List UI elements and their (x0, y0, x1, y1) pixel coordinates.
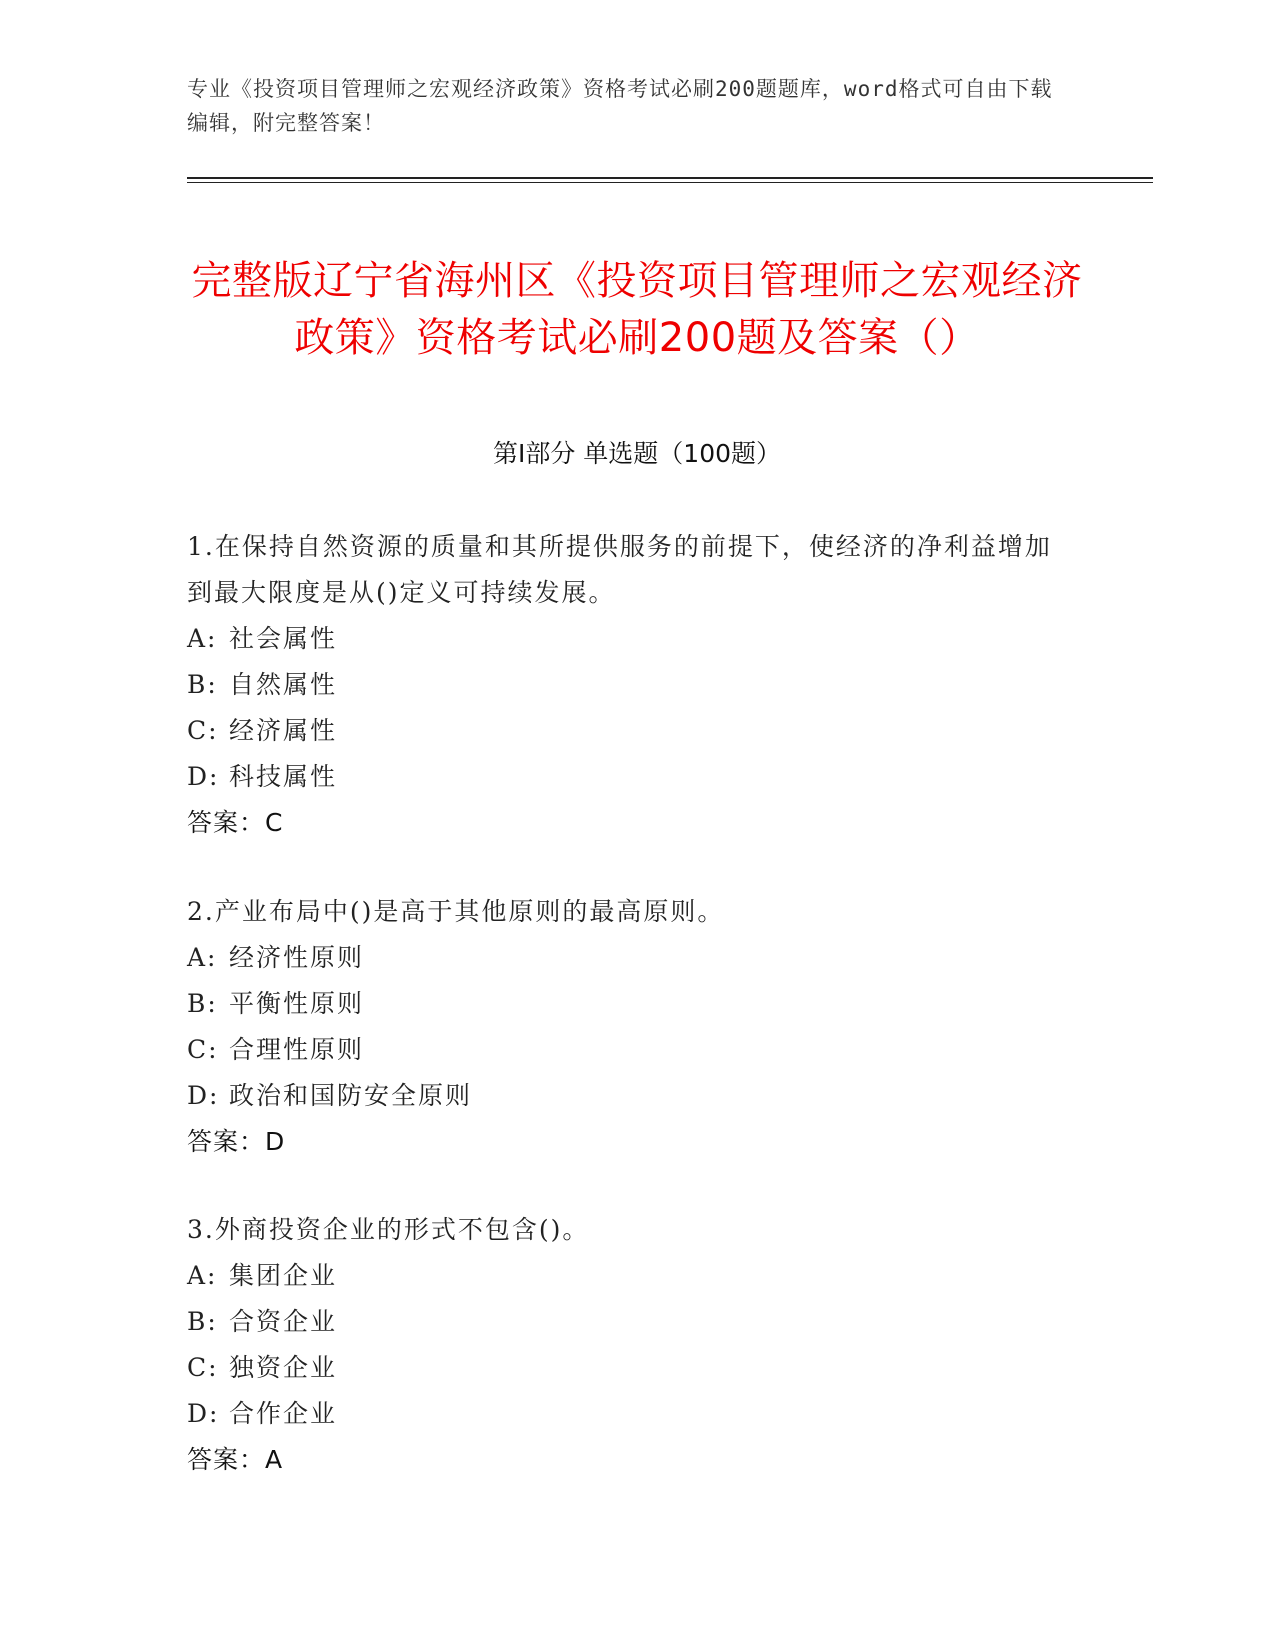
question-text: 2.产业布局中()是高于其他原则的最高原则。 (187, 897, 725, 926)
option-d (187, 1073, 1067, 1119)
document-title: 完整版辽宁省海州区《投资项目管理师之宏观经济政策》资格考试必刷200题及答案（） (191, 257, 1083, 361)
option-c (187, 708, 1067, 754)
option-key: C: (187, 1353, 219, 1382)
option-d (187, 1391, 1067, 1437)
option-text: 平衡性原则 (229, 989, 365, 1018)
option-b (187, 981, 1067, 1027)
option-key: A: (187, 1261, 218, 1290)
option-b (187, 662, 1067, 708)
question-3 (187, 1207, 1067, 1483)
answer-value: D (265, 1127, 286, 1156)
option-key: A: (187, 943, 218, 972)
option-text: 独资企业 (229, 1353, 338, 1382)
question-1 (187, 524, 1067, 846)
option-text: 集团企业 (229, 1261, 338, 1290)
answer-line (187, 1119, 1067, 1165)
option-c (187, 1345, 1067, 1391)
option-key: D: (187, 1081, 220, 1110)
option-d (187, 754, 1067, 800)
option-text: 合作企业 (229, 1399, 338, 1428)
answer-line (187, 1437, 1067, 1483)
option-text: 政治和国防安全原则 (229, 1081, 473, 1110)
option-key: B: (187, 989, 218, 1018)
question-text: 3.外商投资企业的形式不包含()。 (187, 1215, 590, 1244)
option-a (187, 935, 1067, 981)
option-key: C: (187, 716, 219, 745)
option-key: C: (187, 1035, 219, 1064)
option-key: A: (187, 624, 218, 653)
option-key: B: (187, 1307, 218, 1336)
option-text: 经济性原则 (229, 943, 365, 972)
answer-label: 答案： (187, 1445, 266, 1474)
answer-value: A (265, 1445, 284, 1474)
option-c (187, 1027, 1067, 1073)
option-key: D: (187, 762, 220, 791)
option-text: 自然属性 (229, 670, 338, 699)
answer-label: 答案： (187, 1127, 266, 1156)
option-a (187, 616, 1067, 662)
question-2 (187, 889, 1067, 1165)
header-divider-thick (187, 177, 1153, 179)
option-text: 经济属性 (229, 716, 338, 745)
section-heading: 第Ⅰ部分 单选题（100题） (492, 439, 782, 468)
question-text: 1.在保持自然资源的质量和其所提供服务的前提下，使经济的净利益增加到最大限度是从()定义可持续发展。 (187, 532, 1052, 607)
option-key: B: (187, 670, 218, 699)
option-a (187, 1253, 1067, 1299)
option-text: 社会属性 (229, 624, 338, 653)
answer-label: 答案： (187, 808, 266, 837)
option-b (187, 1299, 1067, 1345)
option-key: D: (187, 1399, 220, 1428)
option-text: 合理性原则 (229, 1035, 365, 1064)
option-text: 科技属性 (229, 762, 338, 791)
answer-line (187, 800, 1067, 846)
header-note: 专业《投资项目管理师之宏观经济政策》资格考试必刷200题题库，word格式可自由下载编辑，附完整答案！ (187, 77, 1053, 135)
header-divider-thin (187, 182, 1153, 183)
option-text: 合资企业 (229, 1307, 338, 1336)
answer-value: C (265, 808, 284, 837)
